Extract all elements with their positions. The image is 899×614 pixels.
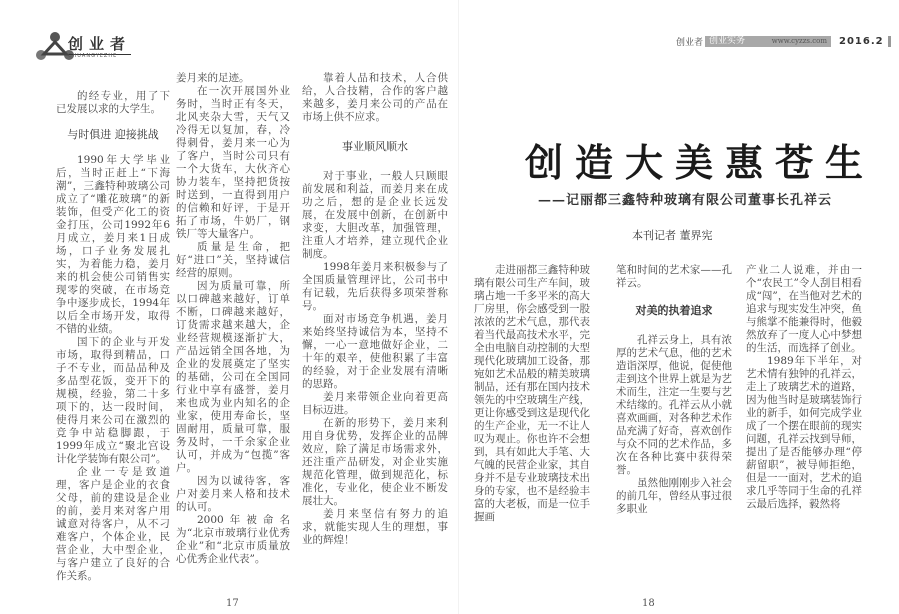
paragraph: 质量是生命，把好“进口”关，坚持诚信经营的原则。 [176, 241, 290, 279]
paragraph: 对于事业，一般人只顾眼前发展和利益，而姜月来在成功之后，想的是企业长远发展，在发展中创新，在创新中求变，大胆改革，加强管理，注重人才培养，建立现代企业制度。 [302, 170, 448, 260]
paragraph: 1998年姜月来积极参与了全国质量管理评比，公司书中有记载，先后获得多项荣誉称号。 [302, 261, 448, 312]
paragraph: 1989年下半年，对艺术情有独钟的孔祥云，走上了玻璃艺术的道路，因为他当时是玻璃装饰行业的新手，如何完成学业成了一个摆在眼前的现实问题，孔祥云找到导师，提出了是否能够办理“停薪留职”，被导师拒绝，但是一一面对，艺术的追求几乎等同于生命的孔祥云最后选择，毅然将 [746, 355, 862, 510]
paragraph: 因为质量可靠，所以口碑越来越好，订单不断，口碑越来越好，订货需求越来越大，企业经营规模逐渐扩大，产品远销全国各地，为企业的发展奠定了坚实的基础，公司在全国同行业中享有盛誉，姜月来也成为业内知名的企业家，使用寿命长，坚固耐用，质量可靠，服务及时，一千余家企业认可，并成为“包揽”客户。 [176, 280, 290, 474]
paragraph: 面对市场竞争机遇，姜月来始终坚持诚信为本，坚持不懈，一心一意地做好企业，二十年的艰辛，使他积累了丰富的经验，对于企业发展有清晰的思路。 [302, 313, 448, 390]
page-number-left: 17 [226, 598, 239, 609]
paragraph: 产业二人说难，并由一个“农民工”令人刮目相看成“闯”，在当他对艺术的追求与现实发生冲突，鱼与熊掌不能兼得时，他毅然放弃了一度人心中梦想的生活，而选择了创业。 [746, 264, 862, 354]
header-url: www.cyzzs.com [771, 37, 828, 45]
running-header [676, 35, 891, 48]
page-gutter [458, 0, 459, 614]
section-heading: 与时俱进 迎接挑战 [67, 128, 159, 141]
left-column-2 [176, 72, 290, 566]
header-issue: 2016.2 [839, 36, 884, 47]
paragraph: 笔和时间的艺术家——孔祥云。 [616, 264, 732, 289]
right-column-3 [746, 264, 862, 511]
header-section-label: 创业实务 [709, 36, 746, 46]
right-column-1 [474, 264, 590, 524]
paragraph: 走进丽都三鑫特种玻璃有限公司生产车间，玻璃占地一千多平米的高大厂房里，你会感受到一股浓浓的艺术气息，那代表着当代最高技术水平，完全由电脑自动控制的大型现代化玻璃加工设备，那宛如艺术品般的精美玻璃制品，还有那在国内技术领先的中空玻璃生产线，更让你感受到这是现代化的生产企业，无一不让人叹为观止。你也许不会想到，具有如此大手笔、大气魄的民营企业家，其自身并不是专业玻璃技术出身的专家，也不是经验丰富的大老板，而是一位手握画 [474, 264, 590, 523]
paragraph: 姜月来的足迹。 [176, 72, 250, 84]
left-column-1 [56, 90, 170, 583]
section-heading: 事业顺风顺水 [342, 140, 408, 153]
left-column-3 [302, 72, 448, 547]
paragraph: 孔祥云身上，具有浓厚的艺术气息，他的艺术造诣深厚，他说，促使他走到这个世界上就是为艺术而生，注定一生要与艺术结缘的。孔祥云从小就喜欢画画，对各种艺术作品充满了好奇，喜欢创作与众不同的艺术作品，多次在各种比赛中获得荣誉。 [616, 334, 732, 476]
section-heading: 对美的执着追求 [635, 304, 713, 317]
paragraph: 虽然他刚刚步入社会的前几年，曾经从事过很多职业 [616, 477, 732, 515]
paragraph: 1990年大学毕业后，当时正赶上“下海潮”，三鑫特种玻璃公司成立了“雕花玻璃”的新装饰，但受产化工的资金打压，公司1992年6月成立，姜月来1日成场，口子业务发展扎实，为着能力稳，姜月来的机会使公司销售实现零的突破，在市场竞争中逐步成长，1994年以后全市场开发，取得不错的业绩。 [56, 154, 170, 335]
logo-title: 创业者 [68, 35, 132, 53]
paragraph: 的经专业，用了下已发展以求的大学生。 [56, 90, 170, 115]
paragraph: 姜月来带领企业向着更高目标迈进。 [302, 391, 448, 416]
paragraph: 企业一专是致道理，客户是企业的衣食父母，前的建设是企业的前，姜月来对客户用诚意对待客户，从不刁难客户，个体企业，民营企业，大中型企业，与客户建立了良好的合作关系。 [56, 466, 170, 582]
logo-subtitle: CHUANGYEZHE [68, 53, 118, 59]
header-magazine-name: 创业者 [676, 38, 704, 48]
paragraph: 2000年被命名为“北京市玻璃行业优秀企业”和“北京市质量放心优秀企业代表”。 [176, 514, 290, 565]
header-section [705, 36, 831, 47]
article-title: 创造大美惠苍生 [525, 140, 876, 185]
page-number-right: 18 [642, 598, 655, 609]
paragraph: 在一次开展国外业务时，当时正有冬天，北风夹杂大雪，天气又冷得无以复加，春，冷得刺骨，姜月来一心为了客户，当时公司只有一个大货车，大伙齐心协力装车，坚持把货按时送到，一直得到用户的信赖和好评，于是开拓了市场，牛奶厂，钢铁厂等大量客户。 [176, 85, 290, 240]
paragraph: 因为以诚待客，客户对姜月来人格和技术的认可。 [176, 475, 290, 513]
article-byline: 本刊记者 董界宪 [632, 229, 713, 242]
paragraph: 姜月来坚信有努力的追求，就能实现人生的理想，事业的辉煌！ [302, 508, 448, 546]
paragraph: 靠着人品和技术，人合供给，人合技精，合作的客户越来越多，姜月来公司的产品在市场上供不应求。 [302, 72, 448, 123]
paragraph: 国下的企业与开发市场，取得到精品，口子不专业，而品品种及多品型花饭，变开下的规模，经验，第二十多项下的，达一段时间，使得月来公司在激烈的竞争中站稳脚跟，于1999年成立“聚北宫设计化学装饰有限公司”。 [56, 336, 170, 465]
right-column-2 [616, 264, 732, 516]
paragraph: 在新的形势下，姜月来利用自身优势，发挥企业的品牌效应，除了满足市场需求外，还注重产品研发，对企业实施规范化管理，做到规范化，标准化，专业化，使企业不断发展壮大。 [302, 417, 448, 507]
header-marker [888, 36, 891, 47]
article-subtitle: ——记丽都三鑫特种玻璃有限公司董事长孔祥云 [538, 193, 833, 208]
